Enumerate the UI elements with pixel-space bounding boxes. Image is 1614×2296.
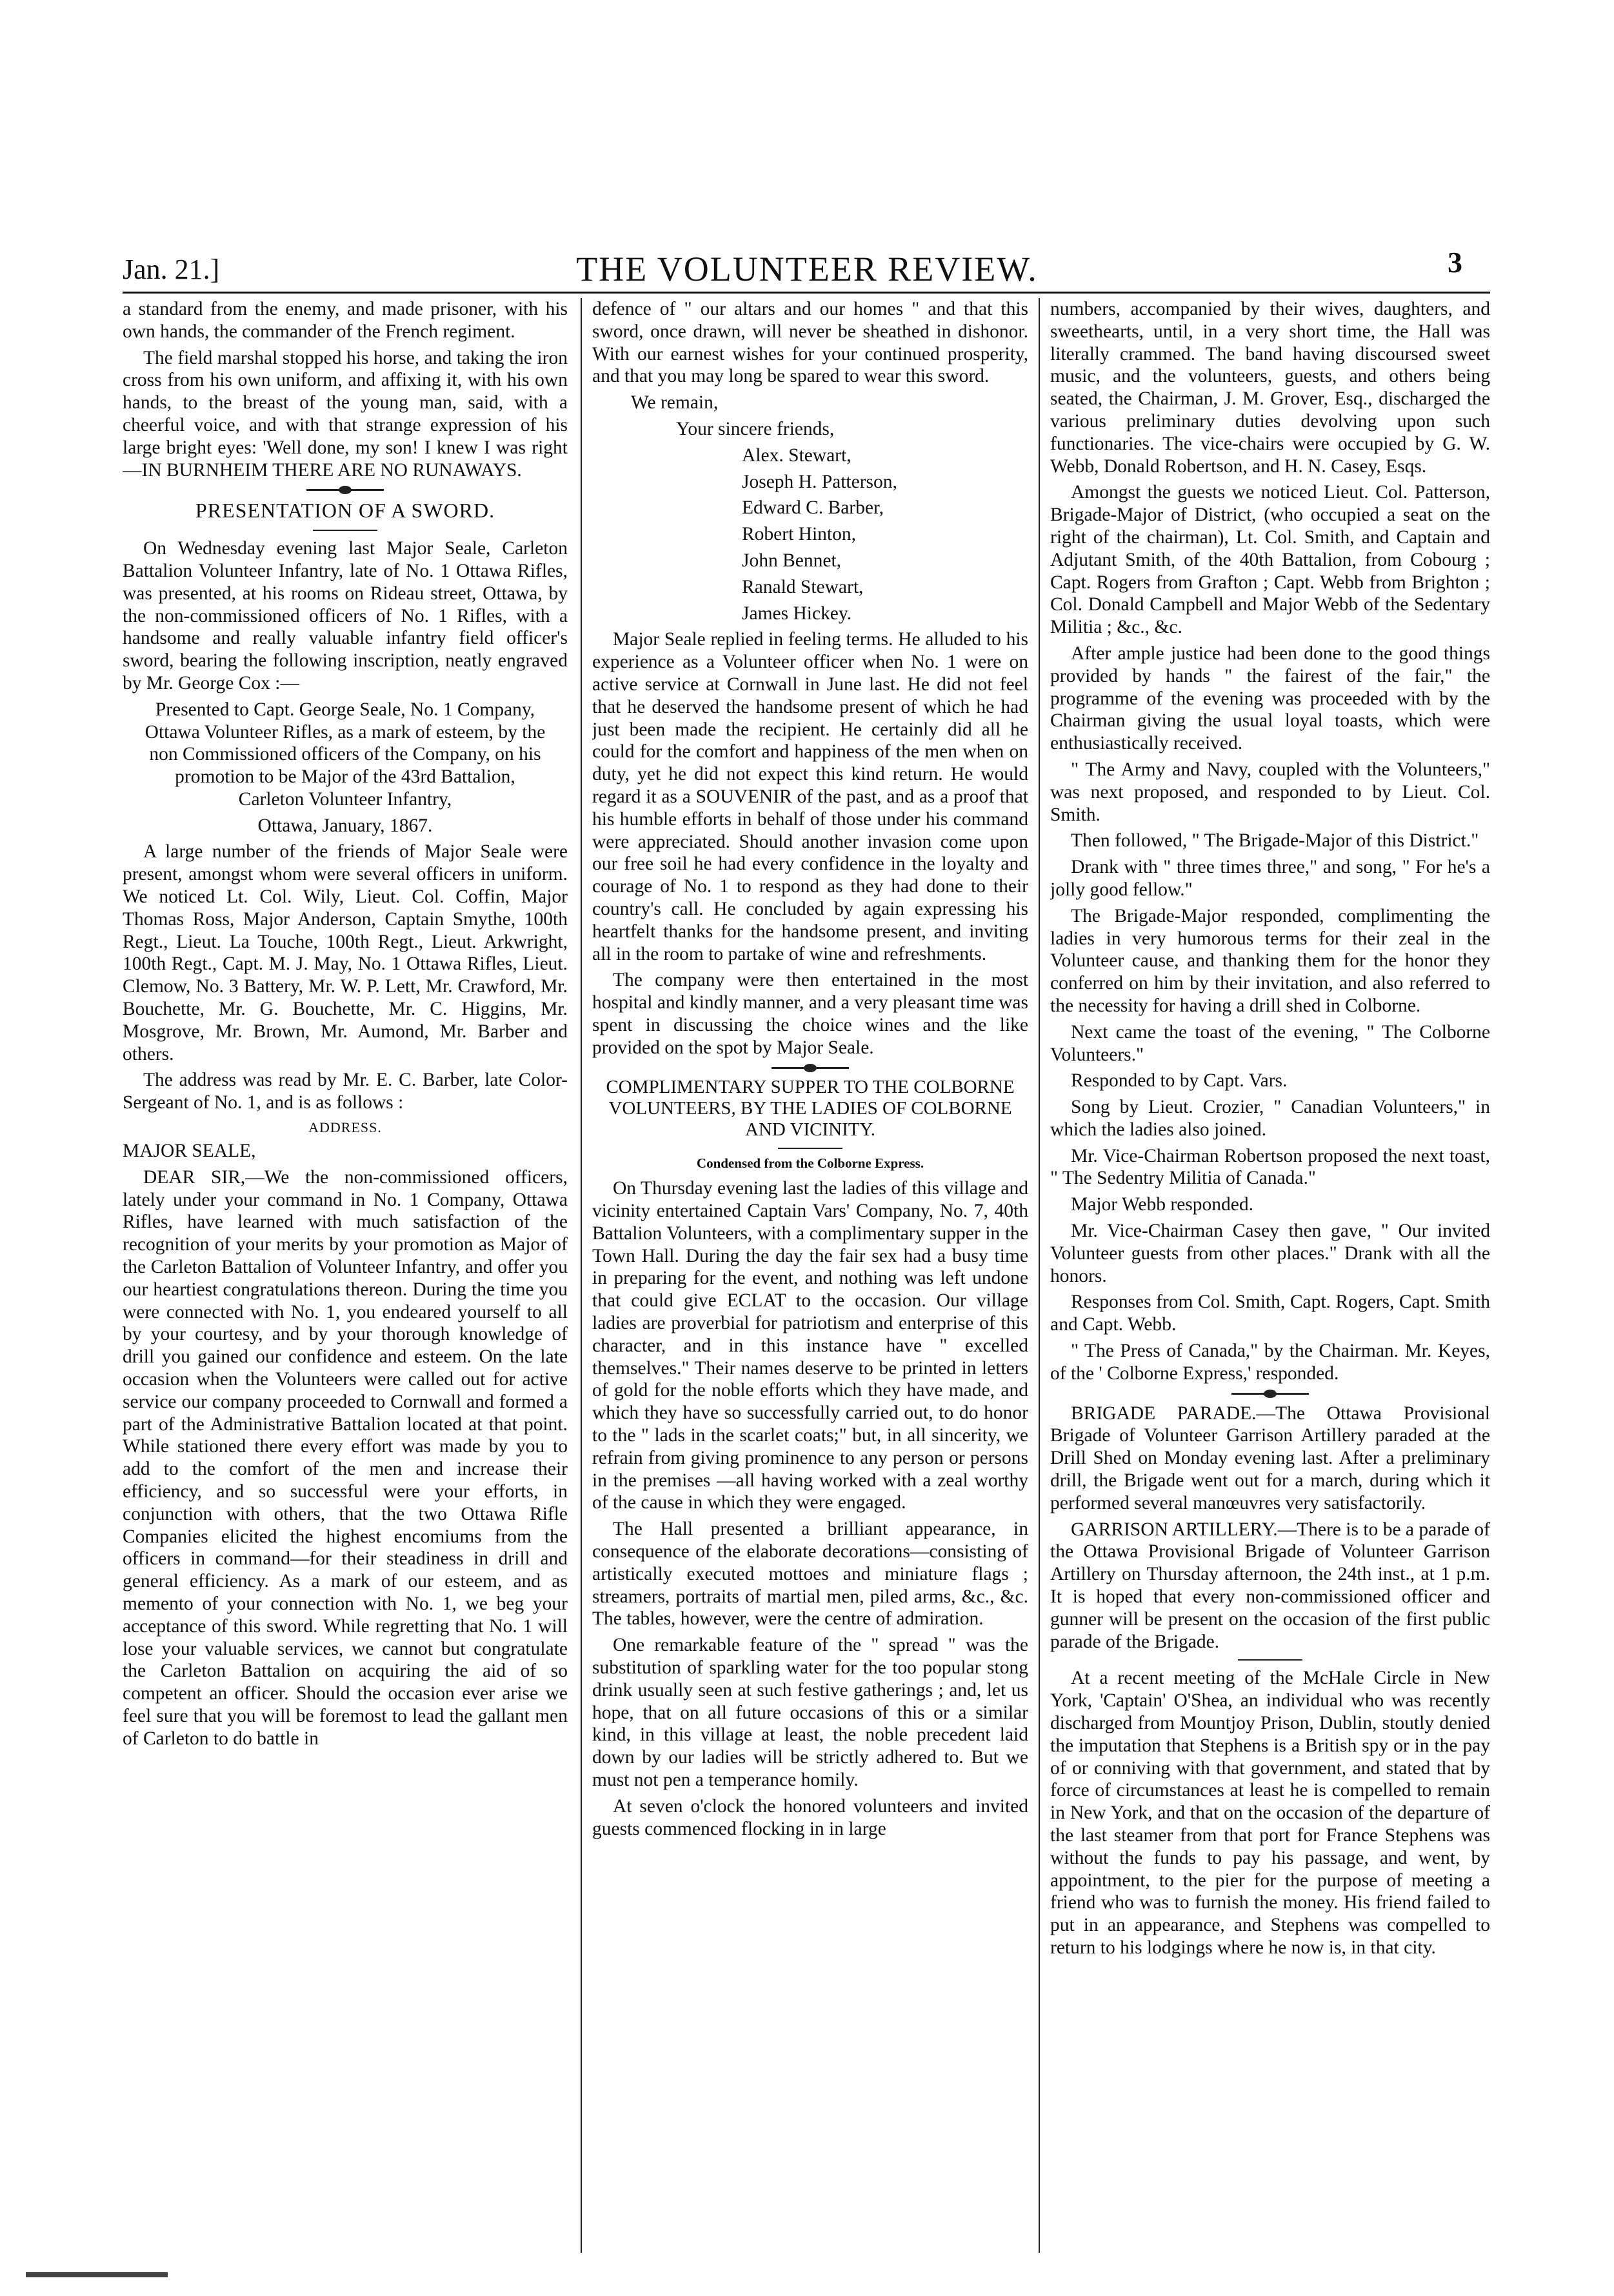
toast-army-navy: " The Army and Navy, coupled with the Volunteers," was next proposed, and responded to by Lieut. Col. Smith.: [1050, 759, 1490, 825]
signatory: Ranald Stewart,: [742, 576, 864, 597]
supper-paragraph-4: At seven o'clock the honored volunteers and invited guests commenced flocking in in large: [592, 1795, 1028, 1839]
toast-brigade-major: Then followed, " The Brigade-Major of this District.": [1071, 830, 1479, 852]
section-separator: [1231, 1393, 1309, 1395]
column-1: [123, 298, 568, 2259]
response-webb: Major Webb responded.: [1071, 1194, 1254, 1215]
header-rule: [123, 292, 1490, 294]
supper-continued: numbers, accompanied by their wives, daughters, and sweethearts, until, in a very short time, the Hall was literally crammed. The band having discoursed sweet music, and the volunteers, guests, and others being seated, the Chairman, J. M. Grover, Esq., discharged the various preliminary duties devolving upon such functionaries. The vice-chairs were occupied by G. W. Webb, Donald Robertson, and H. N. Casey, Esqs.: [1050, 299, 1490, 477]
column-2: [592, 298, 1028, 2259]
article-source: Condensed from the Colborne Express.: [696, 1155, 924, 1171]
page-footer-mark: [26, 2272, 168, 2277]
toast-guests: Mr. Vice-Chairman Casey then gave, " Our invited Volunteer guests from other places." Drank with all the honors.: [1050, 1221, 1490, 1286]
address-text: DEAR SIR,—We the non-commissioned officers, lately under your command in No. 1 Company, Ottawa Rifles, have learned with much satisfaction of the recognition of your merits by your promotion as Major of the Carleton Battalion of Volunteer Infantry, and offer you our heartiest congratulations thereon. During the time you were connected with No. 1, you endeared yourself to all by your courtesy, and by your thorough knowledge of drill you gained our confidence and esteem. On the late occasion when the Volunteers were called out for active service our company proceeded to Cornwall and formed a part of the Administrative Battalion located at that point. While stationed there every effort was made by you to add to the comfort of the men and increase their efficiency, and so successful were your efforts, in conjunction with others, that the two Ottawa Rifle Companies elicited the highest encomiums from the officers in command—for their steadiness in drill and general efficiency. As a mark of our esteem, and as memento of your connection with No. 1, we beg your acceptance of this sword. While regretting that No. 1 will lose your valuable services, we cannot but congratulate the Carleton Battalion on acquiring the aid of so competent an officer. Should the occasion ever arise we feel sure that you will be foremost to lead the gallant men of Carleton to do battle in: [123, 1166, 568, 1749]
page-number: 3: [1448, 246, 1462, 279]
signatory: Joseph H. Patterson,: [742, 471, 897, 492]
issue-date: Jan. 21.]: [123, 254, 220, 285]
article-heading-sword: PRESENTATION OF A SWORD.: [195, 499, 495, 523]
section-rule: [1238, 1659, 1302, 1661]
toast-response-vars: Responded to by Capt. Vars.: [1071, 1070, 1288, 1092]
column-3: [1050, 298, 1490, 2259]
sword-paragraph-2: A large number of the friends of Major Seale were present, amongst whom were several officers in uniform. We noticed Lt. Col. Wily, Lieut. Col. Coffin, Major Thomas Ross, Major Anderson, Captain Smythe, 100th Regt., Lieut. La Touche, 100th Regt., Lieut. Arkwright, 100th Regt., Capt. M. J. May, No. 1 Ottawa Rifles, Lieut. Clemow, No. 3 Battery, Mr. W. P. Lett, Mr. Crawford, Mr. Bouchette, Mr. G. Bouchette, Mr. C. Higgins, Mr. Mosgrove, Mr. Brown, Mr. Aumond, Mr. Barber and others.: [123, 841, 568, 1064]
toast-drank: Drank with " three times three," and song, " For he's a jolly good fellow.": [1050, 857, 1490, 900]
heading-rule: [778, 1148, 842, 1149]
section-separator: [772, 1067, 849, 1069]
field-marshal-paragraph: The field marshal stopped his horse, and taking the iron cross from his own uniform, and affixing it, with his own hands, to the breast of the young man, said, with a cheerful voice, and with that strange expression of his large bright eyes: 'Well done, my son! I knew I was right—IN BURNHEIM THERE ARE NO RUNAWAYS.: [123, 347, 568, 481]
toast-press: " The Press of Canada," by the Chairman. Mr. Keyes, of the ' Colborne Express,' responded.: [1050, 1341, 1490, 1384]
column-divider-2: [1039, 298, 1040, 2253]
closing-friends: Your sincere friends,: [676, 418, 835, 439]
address-label: ADDRESS.: [308, 1119, 382, 1136]
signatory: James Hickey.: [742, 603, 852, 624]
signatory: Alex. Stewart,: [742, 444, 852, 466]
signatory: Robert Hinton,: [742, 524, 856, 545]
address-continued: defence of " our altars and our homes " and that this sword, once drawn, will never be sheathed in dishonor. With our earnest wishes for your continued prosperity, and that you may long be spared to wear this sword.: [592, 299, 1028, 387]
toasts-paragraph: After ample justice had been done to the good things provided by hands " the fairest of the fair," the programme of the evening was proceeded with by the Chairman giving the usual loyal toasts, which were enthusiastically received.: [1050, 643, 1490, 754]
garrison-artillery-label: GARRISON ARTILLERY.: [1071, 1519, 1278, 1540]
section-separator: [306, 489, 384, 491]
closing-we-remain: We remain,: [631, 392, 719, 414]
signatory: John Bennet,: [742, 550, 842, 571]
supper-paragraph-2: The Hall presented a brilliant appearance, in consequence of the elaborate decorations—consisting of artistically executed mottoes and miniature flags ; streamers, portraits of martial men, piled arms, &c., &c. The tables, however, were the centre of admiration.: [592, 1519, 1028, 1630]
supper-paragraph-1: On Thursday evening last the ladies of this village and vicinity entertained Captain Vars' Company, No. 7, 40th Battalion Volunteers, with a complimentary supper in the Town Hall. During the day the fair sex had a busy time in preparing for the event, and nothing was left undone that could give ECLAT to the occasion. Our village ladies are proverbial for patriotism and enterprise of this character, and in this instance have " excelled themselves." Their names deserve to be printed in letters of gold for the noble efforts which they have made, and which they have so successfully carried out, to do honor to the " lads in the scarlet coats;" but, in all sincerity, we refrain from giving prominence to any person or persons in the premises —all having worked with a zeal worthy of the cause in which they were engaged.: [592, 1178, 1028, 1513]
major-seale-reply: Major Seale replied in feeling terms. He alluded to his experience as a Volunteer officer when No. 1 were on active service at Cornwall in June last. He did not feel that he deserved the handsome present of which he had just been made the recipient. He certainly did all he could for the comfort and happiness of the men when on duty, yet he did not expect this kind return. He would regard it as a SOUVENIR of the past, and as a proof that his humble efforts in behalf of those under his command were appreciated. Should another invasion come upon our free soil he had every confidence in the loyalty and courage of No. 1 to respond as they had done to their country's call. He concluded by again expressing his heartfelt thanks for the handsome present, and inviting all in the room to partake of wine and refreshments.: [592, 629, 1028, 964]
guests-paragraph: Amongst the guests we noticed Lieut. Col. Patterson, Brigade-Major of District, (who occupied a seat on the right of the chairman), Lt. Col. Smith, and Captain and Adjutant Smith, of the 40th Battalion, from Cobourg ; Capt. Rogers from Grafton ; Capt. Webb from Brighton ; Col. Donald Campbell and Major Webb of the Sedentary Militia ; &c., &c.: [1050, 482, 1490, 638]
inscription-date: Ottawa, January, 1867.: [257, 815, 433, 836]
garrison-artillery-paragraph: [1050, 1519, 1490, 1653]
article-heading-supper: COMPLIMENTARY SUPPER TO THE COLBORNE VOLUNTEERS, BY THE LADIES OF COLBORNE AND VICINITY.: [606, 1076, 1015, 1141]
sword-paragraph-3: The address was read by Mr. E. C. Barber, late Color-Sergeant of No. 1, and is as follows :: [123, 1070, 568, 1113]
brigade-parade-label: BRIGADE PARADE.: [1071, 1403, 1257, 1424]
mchale-circle-paragraph: At a recent meeting of the McHale Circle in New York, 'Captain' O'Shea, an individual who was recently discharged from Mountjoy Prison, Dublin, stoutly denied the imputation that Stephens is a British spy or in the pay of or conniving with that government, and stated that by force of circumstances at least he is compelled to remain in New York, and that on the occasion of the departure of the last steamer from that port for France Stephens was without the funds to pay his passage, and went, by appointment, to the pier for the purpose of meeting a friend who was to furnish the money. His friend failed to put in an appearance, and Stephens was compelled to return to his lodgings where he now is, in that city.: [1050, 1668, 1490, 1958]
entertained-paragraph: The company were then entertained in the most hospital and kindly manner, and a very pleasant time was spent in discussing the choice wines and the like provided on the spot by Major Seale.: [592, 970, 1028, 1058]
responses-officers: Responses from Col. Smith, Capt. Rogers, Capt. Smith and Capt. Webb.: [1050, 1292, 1490, 1335]
heading-rule: [313, 530, 377, 531]
song-crozier: Song by Lieut. Crozier, " Canadian Volunteers," in which the ladies also joined.: [1050, 1097, 1490, 1140]
sword-inscription: Presented to Capt. George Seale, No. 1 Company, Ottawa Volunteer Rifles, as a mark of esteem, by the non Commissioned officers of the Company, on his promotion to be Major of the 43rd Battalion, Carleton Volunteer Infantry,: [144, 699, 546, 810]
brigade-parade-paragraph: [1050, 1403, 1490, 1515]
signatory: Edward C. Barber,: [742, 497, 884, 519]
garrison-artillery-text: —There is to be a parade of the Ottawa Provisional Brigade of Volunteer Garrison Artillery on Thursday afternoon, the 24th inst., at 1 p.m. It is hoped that every non-commissioned officer and gunner will be present on the occasion of the first public parade of the Brigade.: [1050, 1519, 1490, 1652]
column-divider-1: [581, 298, 582, 2253]
masthead-title: THE VOLUNTEER REVIEW.: [576, 250, 1038, 288]
toast-colborne: Next came the toast of the evening, " The Colborne Volunteers.": [1050, 1021, 1490, 1065]
intro-paragraph: a standard from the enemy, and made prisoner, with his own hands, the commander of the French regiment.: [123, 299, 568, 342]
supper-paragraph-3: One remarkable feature of the " spread " was the substitution of sparkling water for the too popular stong drink usually seen at such festive gatherings ; and, let us hope, that on all future occasions of this or a similar kind, in this village at least, the noble precedent laid down by our ladies will be strictly adhered to. But we must not pen a temperance homily.: [592, 1635, 1028, 1791]
toast-militia: Mr. Vice-Chairman Robertson proposed the next toast, " The Sedentry Militia of Canada.": [1050, 1145, 1490, 1189]
brigade-major-response: The Brigade-Major responded, complimenting the ladies in very humorous terms for their zeal in the Volunteer cause, and thanking them for the honor they conferred on him by their invitation, and also referred to the necessity for having a drill shed in Colborne.: [1050, 905, 1490, 1016]
sword-paragraph-1: On Wednesday evening last Major Seale, Carleton Battalion Volunteer Infantry, late of No. 1 Ottawa Rifles, was presented, at his rooms on Rideau street, Ottawa, by the non-commissioned officers of No. 1 Rifles, with a handsome and really valuable infantry field officer's sword, bearing the following inscription, neatly engraved by Mr. George Cox :—: [123, 538, 568, 694]
brigade-parade-text: —The Ottawa Provisional Brigade of Volunteer Garrison Artillery paraded at the Drill Shed on Monday evening last. After a preliminary drill, the Brigade went out for a march, during which it performed several manœuvres very satisfactorily.: [1050, 1403, 1490, 1513]
address-salutation: MAJOR SEALE,: [123, 1141, 256, 1161]
